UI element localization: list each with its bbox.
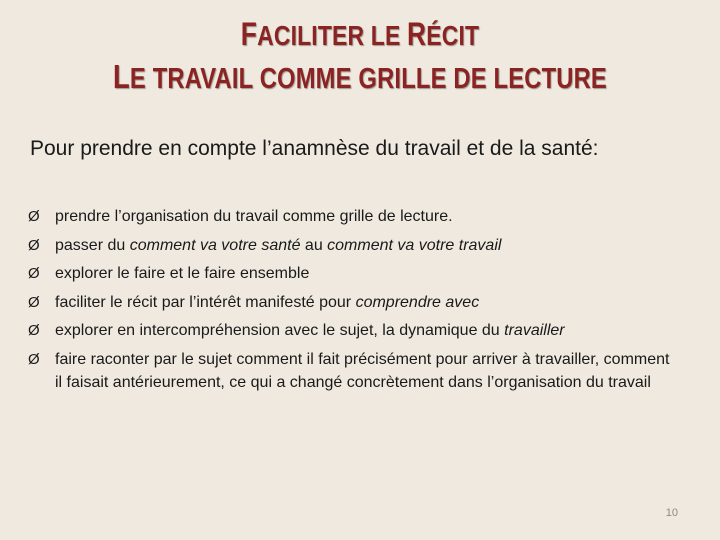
title-line-2-cap-1: L xyxy=(113,59,130,96)
bullet-text-italic: travailler xyxy=(504,322,565,339)
title-line-2 xyxy=(65,58,655,99)
arrow-bullet-icon: Ø xyxy=(28,293,40,311)
intro-paragraph: Pour prendre en compte l’anamnèse du travail et de la santé: xyxy=(30,137,599,160)
list-item xyxy=(28,348,678,395)
bullet-text: faciliter le récit par l’intérêt manifesté pour xyxy=(55,293,356,311)
list-item xyxy=(28,319,678,343)
title-line-1-rest-1: ACILITER LE xyxy=(257,20,408,51)
bullet-text-italic: comment va votre santé xyxy=(129,236,301,254)
slide-title xyxy=(0,12,720,99)
title-line-1-rest-2: ÉCIT xyxy=(426,20,480,51)
list-item xyxy=(28,234,678,258)
page-number: 10 xyxy=(665,507,678,519)
title-line-2-rest-1: E TRAVAIL COMME GRILLE DE LECTURE xyxy=(129,63,607,95)
title-line-1-cap-2: R xyxy=(407,16,427,52)
bullet-text: explorer en intercompréhension avec le sujet, la dynamique du xyxy=(55,322,505,339)
bullet-text: faire raconter par le sujet comment il fait précisément pour arriver à travailler, comment il faisait antérieurement, ce qui a changé concrètement dans l’organisation du travail xyxy=(55,350,670,391)
list-item xyxy=(28,205,678,229)
bullet-text-italic: comment va votre travail xyxy=(327,236,502,254)
bullet-text: prendre l’organisation du travail comme grille de lecture. xyxy=(55,208,453,225)
list-item xyxy=(28,262,678,286)
arrow-bullet-icon: Ø xyxy=(28,208,40,225)
bullet-text: passer du xyxy=(55,236,130,254)
bullet-list xyxy=(28,205,678,400)
bullet-text-italic: comprendre avec xyxy=(355,293,480,311)
title-line-1 xyxy=(65,12,655,58)
list-item xyxy=(28,291,678,315)
bullet-text: explorer le faire et le faire ensemble xyxy=(55,265,310,282)
arrow-bullet-icon: Ø xyxy=(28,350,40,368)
title-line-1-cap-1: F xyxy=(240,16,258,52)
arrow-bullet-icon: Ø xyxy=(28,265,40,282)
arrow-bullet-icon: Ø xyxy=(28,322,40,339)
bullet-text: au xyxy=(300,236,328,254)
arrow-bullet-icon: Ø xyxy=(28,236,40,254)
